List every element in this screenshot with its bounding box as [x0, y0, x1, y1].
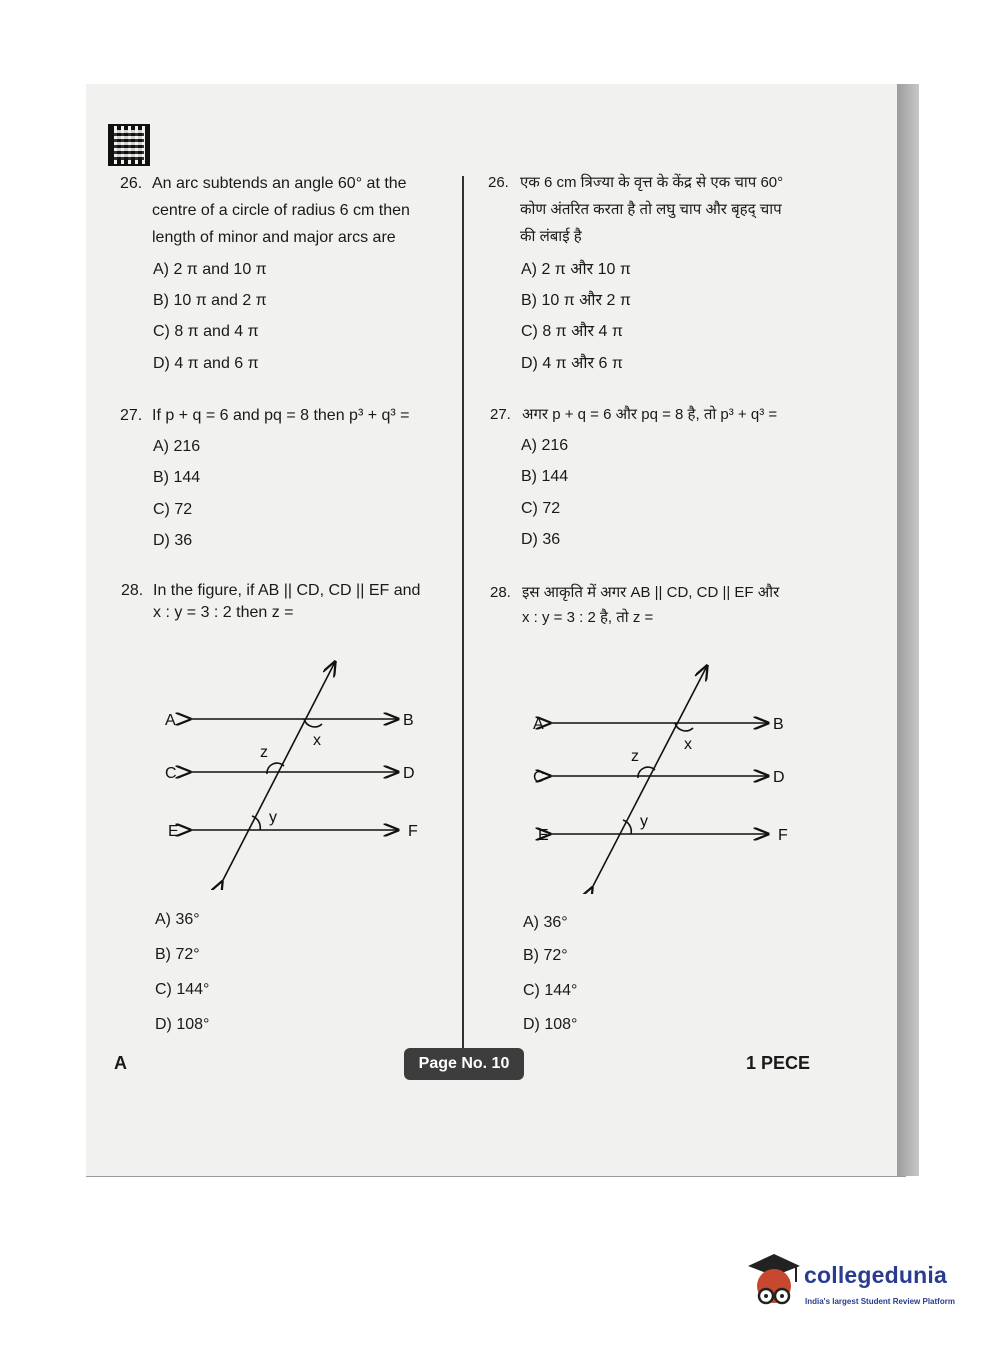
label-b: B — [403, 712, 414, 729]
page-number-badge: Page No. 10 — [404, 1048, 524, 1080]
question-line: अगर p + q = 6 और pq = 8 है, तो p³ + q³ = — [522, 406, 778, 423]
question-28-en — [121, 580, 461, 624]
option-a: A) 216 — [521, 437, 569, 454]
question-line: इस आकृति में अगर AB || CD, CD || EF और — [522, 584, 780, 601]
question-27-hi — [490, 401, 830, 428]
column-divider — [462, 176, 464, 1050]
option-b: B) 10 π and 2 π — [153, 292, 267, 309]
question-line: कोण अंतरित करता है तो लघु चाप और बृहद् चाप — [520, 201, 782, 218]
brand-tagline: India's largest Student Review Platform — [805, 1297, 955, 1306]
booklet-series: A — [114, 1053, 127, 1073]
paper-code: 1 PECE — [746, 1053, 811, 1073]
question-number: 27. — [120, 407, 143, 424]
collegedunia-logo[interactable] — [744, 1252, 969, 1312]
question-number: 28. — [121, 582, 144, 599]
question-26-hi — [488, 169, 828, 250]
question-line: एक 6 cm त्रिज्या के वृत्त के केंद्र से एक चाप 60° — [520, 174, 784, 191]
question-27-en — [120, 402, 460, 429]
label-c: C — [165, 765, 177, 782]
parallel-lines-figure-hi — [530, 654, 800, 894]
option-d: D) 108° — [523, 1016, 578, 1033]
option-c: C) 72 — [153, 501, 193, 518]
option-a: A) 216 — [153, 438, 201, 455]
label-b: B — [773, 716, 784, 733]
option-b: B) 144 — [521, 468, 569, 485]
option-a: A) 36° — [523, 914, 568, 931]
question-line: centre of a circle of radius 6 cm then — [152, 202, 410, 219]
option-a: A) 2 π and 10 π — [153, 261, 267, 278]
option-b: B) 144 — [153, 469, 201, 486]
question-number: 28. — [490, 584, 511, 601]
question-line: In the figure, if AB || CD, CD || EF and — [153, 582, 421, 599]
question-line: An arc subtends an angle 60° at the — [152, 175, 407, 192]
question-line: x : y = 3 : 2 then z = — [153, 604, 294, 621]
label-y: y — [640, 813, 648, 830]
label-z: z — [631, 748, 639, 765]
label-f: F — [778, 827, 788, 844]
option-d: D) 108° — [155, 1016, 210, 1033]
option-c: C) 8 π और 4 π — [521, 323, 623, 340]
question-number: 26. — [120, 175, 143, 192]
question-line: If p + q = 6 and pq = 8 then p³ + q³ = — [152, 407, 410, 424]
transversal — [592, 666, 707, 888]
option-a: A) 2 π और 10 π — [521, 261, 631, 278]
option-c: C) 8 π and 4 π — [153, 323, 259, 340]
parallel-lines-figure-en — [160, 650, 430, 890]
question-line: की लंबाई है — [520, 228, 582, 245]
question-line: x : y = 3 : 2 है, तो z = — [522, 609, 654, 626]
option-d: D) 4 π and 6 π — [153, 355, 259, 372]
option-b: B) 72° — [155, 946, 200, 963]
question-26-en — [120, 170, 450, 251]
label-z: z — [260, 744, 268, 761]
label-x: x — [684, 736, 692, 753]
mascot-icon — [744, 1252, 802, 1312]
label-a: A — [533, 716, 544, 733]
label-x: x — [313, 732, 321, 749]
label-a: A — [165, 712, 176, 729]
label-e: E — [168, 823, 179, 840]
label-d: D — [773, 769, 785, 786]
label-c: C — [533, 769, 545, 786]
option-c: C) 144° — [155, 981, 210, 998]
option-d: D) 4 π और 6 π — [521, 355, 623, 372]
option-c: C) 72 — [521, 500, 561, 517]
question-28-hi — [490, 580, 830, 630]
label-e: E — [538, 827, 549, 844]
question-number: 26. — [488, 174, 509, 191]
option-d: D) 36 — [521, 531, 561, 548]
qr-code-icon — [110, 126, 148, 164]
label-d: D — [403, 765, 415, 782]
question-line: length of minor and major arcs are — [152, 229, 396, 246]
option-b: B) 10 π और 2 π — [521, 292, 631, 309]
angle-y-arc — [252, 816, 260, 830]
option-a: A) 36° — [155, 911, 200, 928]
label-f: F — [408, 823, 418, 840]
option-c: C) 144° — [523, 982, 578, 999]
angle-x-arc — [304, 719, 322, 727]
option-b: B) 72° — [523, 947, 568, 964]
label-y: y — [269, 809, 277, 826]
brand-name: collegedunia — [804, 1262, 947, 1288]
page-edge-shadow — [897, 84, 919, 1176]
option-d: D) 36 — [153, 532, 193, 549]
question-number: 27. — [490, 406, 511, 423]
